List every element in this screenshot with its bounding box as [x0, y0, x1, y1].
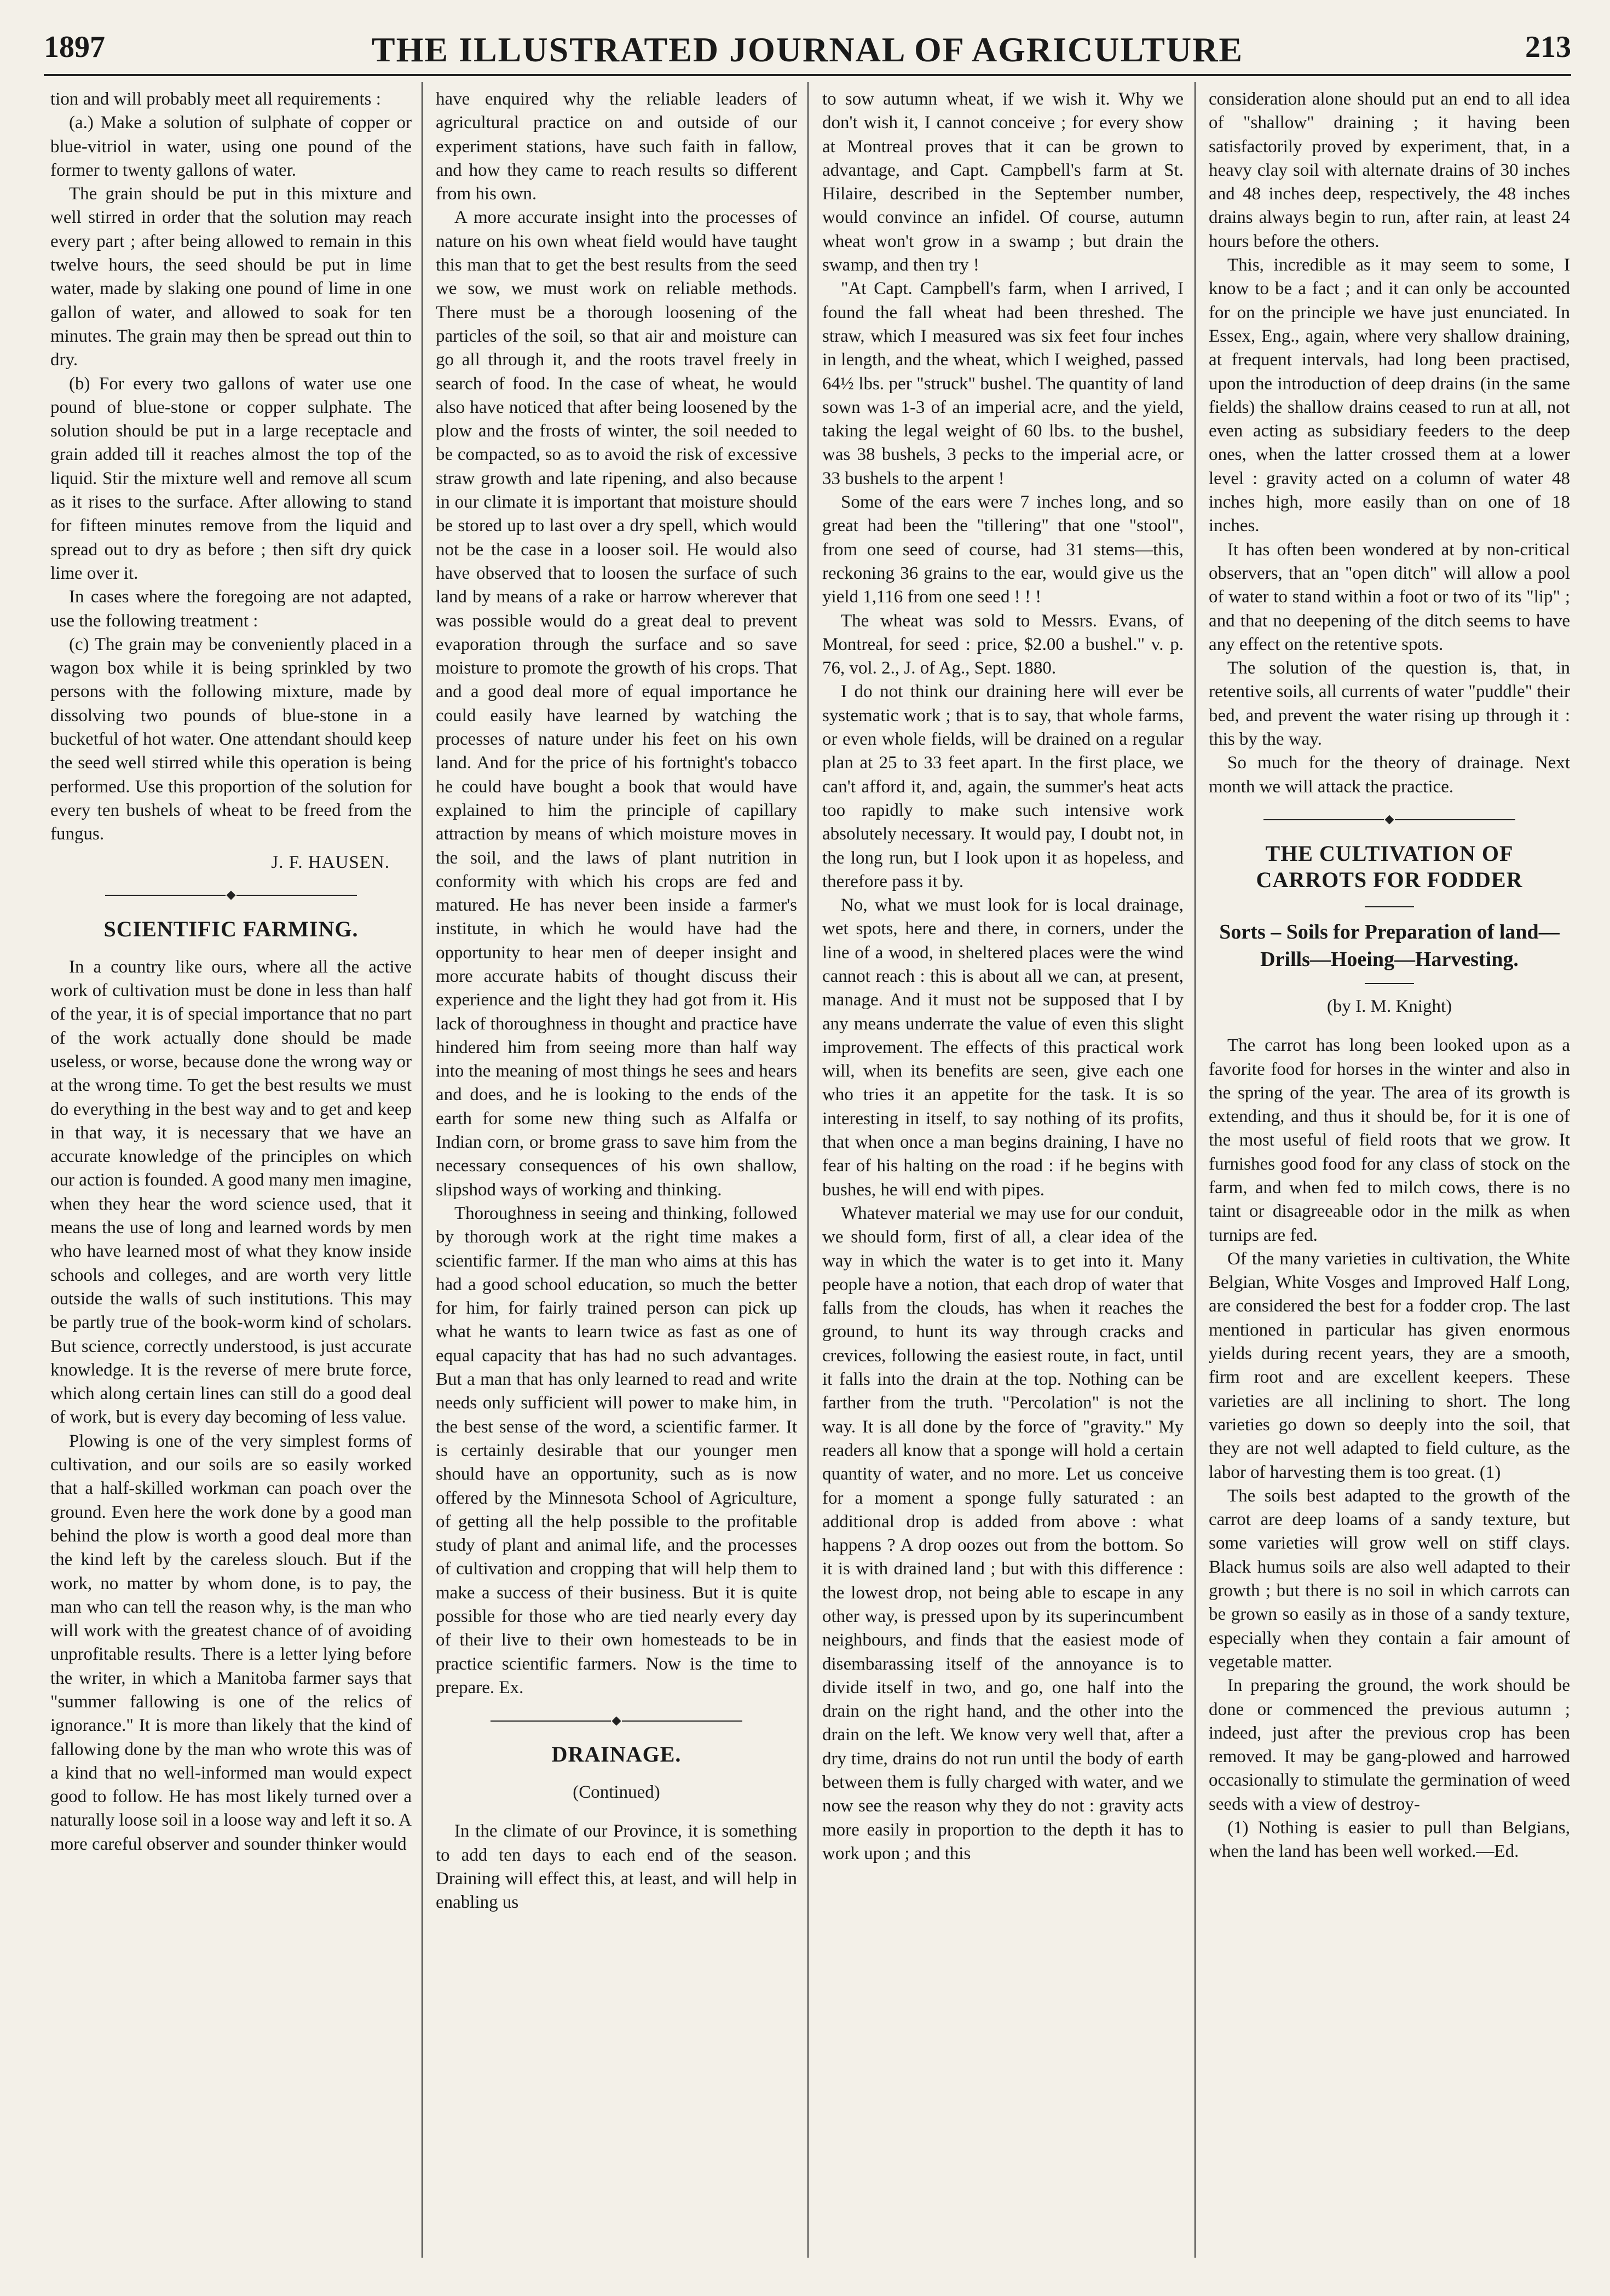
paragraph: Of the many varieties in cultivation, the White Belgian, White Vosges and Improved Half Long, are considered the best for a fodder crop. The last mentioned in particular has given enormous yields during recent years, they are a smooth, firm root and are excellent keepers. These varieties are all inclining to short. The long varieties go down so deeply into the soil, that they are not well adapted to field culture, as the labor of harvesting them is too great. (1)	[1209, 1248, 1570, 1482]
article-heading: THE CULTIVATION OF CARROTS FOR FODDER	[1256, 841, 1523, 892]
section-divider	[436, 1714, 797, 1725]
divider	[1365, 906, 1414, 907]
paragraph: tion and will probably meet all requirements :	[50, 89, 381, 109]
column-3	[822, 88, 1184, 2258]
paragraph: The grain should be put in this mixture and well stirred in order that the solution may reach every part ; after being allowed to remain in this twelve hours, the seed should be put in lime water, made by slaking one pound of lime in one gallon of water, and allowed to soak for ten minutes. The grain may then be spread out thin to dry.	[50, 184, 412, 370]
paragraph: have enquired why the reliable leaders of agricultural practice on and outside of our experiment stations, have such faith in fallow, and how they came to reach results so different from his own.	[436, 89, 797, 204]
paragraph: The solution of the question is, that, in retentive soils, all currents of water "puddle" their bed, and prevent the water rising up through it : this by the way.	[1209, 658, 1570, 750]
author-signature: J. F. HAUSEN.	[271, 852, 390, 872]
paragraph: consideration alone should put an end to all idea of "shallow" draining ; it having been satisfactorily proved by experiment, that, in a heavy clay soil with alternate drains of 30 inches and 48 inches deep, respectively, the 48 inches drains always begin to run, after rain, at least 24 hours before the others.	[1209, 89, 1570, 251]
paragraph: So much for the theory of drainage. Next month we will attack the practice.	[1209, 753, 1570, 797]
byline: (by I. M. Knight)	[1326, 996, 1452, 1016]
page-header	[44, 22, 1571, 76]
paragraph: The soils best adapted to the growth of the carrot are deep loams of a sandy texture, but some varieties will grow well on stiff clays. Black humus soils are also well adapted to their growth ; but there is no soil in which carrots can be grown so easily as in those of a sandy texture, especially when they contain a fair amount of vegetable matter.	[1209, 1486, 1570, 1672]
paragraph: Plowing is one of the very simplest forms of cultivation, and our soils are so easily worked that a half-skilled workman can poach over the ground. Even here the work done by a good man behind the plow is worth a good deal more than the kind left by the careless slouch. But if the work, no matter by whom done, is to pay, the man who can tell the reason why, is the man who will work with the greatest chance of of avoiding unprofitable results. There is a letter lying before the writer, in which a Manitoba farmer says that "summer fallowing is one of the relics of ignorance." It is more than likely that the kind of fallowing done by the man who wrote this was of a kind that no well-informed man would expect good to follow. He has most likely turned over a naturally loose soil in a loose way and left it so. A more careful observer and sounder thinker would	[50, 1431, 412, 1854]
paragraph: Whatever material we may use for our conduit, we should form, first of all, a clear idea of the way in which the water is to get into it. Many people have a notion, that each drop of water that falls from the clouds, has when it reaches the ground, to hunt its way through cracks and crevices, following the easiest route, in fact, until it falls into the drain at the top. Nothing can be farther from the truth. "Percolation" is not the way. It is all done by the force of "gravity." My readers all know that a sponge will hold a certain quantity of water, and no more. Let us conceive for a moment a sponge fully saturated : an additional drop is added from above : what happens ? A drop oozes out from the bottom. So it is with drained land ; but with this difference : the lowest drop, not being able to escape in any other way, is pressed upon by its superincumbent neighbours, and finds that the easiest mode of disembarassing itself of the annoyance is to divide itself in two, and go, one half into the drain on the right hand, and the other into the drain on the left. We know very well that, after a dry time, drains do not run until the body of earth between them is fully charged with water, and we now see the reason why they do not : gravity acts more easily in proportion to the depth it has to work upon ; and this	[822, 1203, 1184, 1863]
column-4	[1209, 88, 1570, 2258]
continued-note: (Continued)	[573, 1782, 660, 1803]
paragraph: In cases where the foregoing are not adapted, use the following treatment :	[50, 587, 412, 631]
column-1	[50, 88, 412, 2258]
article-subheading: Sorts – Soils for Preparation of land— Drills—Hoeing—Harvesting.	[1219, 920, 1560, 971]
paragraph: (b) For every two gallons of water use one pound of blue-stone or copper sulphate. The solution should be put in a large receptacle and grain added till it reaches almost the top of the liquid. Stir the mixture well and remove all scum as it rises to the surface. After allowing to stand for fifteen minutes remove from the liquid and spread out to dry as before ; then sift dry quick lime over it.	[50, 373, 412, 583]
column-rule	[807, 82, 809, 2258]
paragraph: A more accurate insight into the processes of nature on his own wheat field would have taught this man that to get the best results from the seed we sow, we must work on reliable methods. There must be a thorough loosening of the particles of the soil, so that air and moisture can go all through it, and the roots travel freely in search of food. In the case of wheat, he would also have noticed that after being loosened by the plow and the frosts of winter, the soil needed to be compacted, so as to avoid the risk of excessive straw growth and late ripening, and also because in our climate it is important that moisture should be stored up to last over a dry spell, which would not be the case in a looser soil. He would also have observed that to loosen the surface of such land by means of a rake or harrow wherever that was possible would do a great deal to prevent evaporation through the surface and so save moisture to promote the growth of his crops. That and a good deal more of equal importance he could easily have learned by watching the processes of nature under his feet on his own land. And for the price of his fortnight's tobacco he could have bought a book that would have explained to him the principle of capillary attraction by means of which moisture moves in the soil, and the laws of plant nutrition in conformity with which his crops are fed and matured. He has never been inside a farmer's institute, in which he would have had the opportunity to hear men of deeper insight and more accurate habits of thought discuss their experience and the light they had got from it. His lack of thoroughness in thought and practice have hindered him from seeing more than half way into the meaning of most things he sees and hears and does, and he is looking to the ends of the earth for some new thing such as Alfalfa or Indian corn, or brome grass to save him from the necessary consequences of his own shallow, slipshod ways of working and thinking.	[436, 208, 797, 1200]
section-divider	[1209, 813, 1570, 824]
paragraph: Some of the ears were 7 inches long, and so great had been the "tillering" that one "stool", from one seed of course, had 31 stems—this, reckoning 36 grains to the ear, would give us the yield 1,116 from one seed ! ! !	[822, 492, 1184, 607]
paragraph: No, what we must look for is local drainage, wet spots, here and there, in corners, under the line of a wood, in sheltered places were the wind cannot reach : this is about all we can, at present, manage. And it must not be supposed that I by any means underrate the value of even this slight improvement. The effects of this practical work will, when its benefits are seen, give each one who tries it an appetite for the task. It is so interesting in itself, to say nothing of its profits, that when once a man begins draining, I have no fear of his halting on the road : if he begins with bushes, he will end with pipes.	[822, 895, 1184, 1200]
article-heading: DRAINAGE.	[551, 1742, 682, 1767]
journal-title: THE ILLUSTRATED JOURNAL OF AGRICULTURE	[371, 30, 1244, 69]
paragraph: In the climate of our Province, it is something to add ten days to each end of the season. Draining will effect this, at least, and will help in enabling us	[436, 1821, 797, 1913]
paragraph: to sow autumn wheat, if we wish it. Why we don't wish it, I cannot conceive ; for every show at Montreal proves that it can be grown to advantage, and Capt. Campbell's farm at St. Hilaire, described in the September number, would convince an infidel. Of course, autumn wheat won't grow in a swamp ; but drain the swamp, and then try !	[822, 89, 1184, 275]
paragraph: The wheat was sold to Messrs. Evans, of Montreal, for seed : price, $2.00 a bushel." v. p. 76, vol. 2., J. of Ag., Sept. 1880.	[822, 611, 1184, 678]
paragraph: "At Capt. Campbell's farm, when I arrived, I found the fall wheat had been threshed. The straw, which I measured was six feet four inches in length, and the wheat, which I weighed, passed 64½ lbs. per "struck" bushel. The quantity of land sown was 1-3 of an imperial acre, and the yield, taking the legal weight of 60 lbs. to the bushel, was 38 bushels, 3 pecks to the imperial acre, or 33 bushels to the arpent !	[822, 279, 1184, 488]
paragraph: In a country like ours, where all the active work of cultivation must be done in less than half of the year, it is of special importance that no part of the work actually done should be made useless, or worse, because done the wrong way or at the wrong time. To get the best results we must do everything in the best way and to get and keep in that way, it is necessary that we have an accurate knowledge of the principles on which our action is founded. A good many men imagine, when they hear the word science used, that it means the use of long and learned words by men who have learned most of what they know inside schools and colleges, and are worth very little outside the walls of such institutions. This may be partly true of the book-worm kind of scholars. But science, correctly understood, is just accurate knowledge. It is the reverse of mere brute force, which along certain lines can still do a good deal of work, but is every day becoming of less value.	[50, 957, 412, 1428]
paragraph: In preparing the ground, the work should be done or commenced the previous autumn ; indeed, just after the previous crop has been removed. It may be gang-plowed and harrowed occasionally to stimulate the germination of weed seeds with a view of destroy-	[1209, 1676, 1570, 1814]
paragraph: It has often been wondered at by non-critical observers, that an "open ditch" will allow a pool of water to stand within a foot or two of its "lip" ; and that no deepening of the ditch seems to have any effect on the retentive spots.	[1209, 539, 1570, 654]
section-divider	[50, 889, 412, 900]
paragraph: I do not think our draining here will ever be systematic work ; that is to say, that whole farms, or even whole fields, will be drained on a regular plan at 25 to 33 feet apart. In the first place, we can't afford it, and, again, the summer's heat acts too rapidly to make such intensive work absolutely necessary. It would pay, I doubt not, in the long run, but I look upon it as hopeless, and therefore pass it by.	[822, 682, 1184, 891]
footnote: (1) Nothing is easier to pull than Belgians, when the land has been well worked.—Ed.	[1209, 1818, 1570, 1862]
column-rule	[422, 82, 423, 2258]
article-heading: SCIENTIFIC FARMING.	[103, 916, 359, 941]
paragraph: Thoroughness in seeing and thinking, followed by thorough work at the right time makes a scientific farmer. If the man who aims at this has had a good school education, so much the better for him, for fairly trained person can pick up what he wants to learn twice as fast as one of equal capacity that has had no such advantages. But a man that has only learned to read and write needs only sufficient will power to make him, in the best sense of the word, a scientific farmer. It is certainly desirable that our younger men should have an opportunity, such as is now offered by the Minnesota School of Agriculture, of getting all the help possible to the profitable study of plant and animal life, and the processes of cultivation and cropping that will help them to make a success of their business. But it is quite possible for those who are tied nearly every day of their live to their own homesteads to be in practice scientific farmers. Now is the time to prepare. Ex.	[436, 1203, 797, 1697]
page-number: 213	[1525, 30, 1571, 64]
paragraph: (c) The grain may be conveniently placed in a wagon box while it is being sprinkled by two persons with the following mixture, made by dissolving two pounds of blue-stone in a bucketful of hot water. One attendant should keep the seed well stirred while this operation is being performed. Use this proportion of the solution for every ten bushels of wheat to be freed from the fungus.	[50, 634, 412, 844]
header-year: 1897	[44, 30, 105, 64]
column-2	[436, 88, 797, 2258]
paragraph: The carrot has long been looked upon as a favorite food for horses in the winter and also in the spring of the year. The area of its growth is extending, and thus it should be, for it is one of the most useful of field roots that we grow. It furnishes good food for any class of stock on the farm, and when fed to milch cows, there is no taint or disagreeable odor in the milk as when turnips are fed.	[1209, 1035, 1570, 1245]
paragraph: This, incredible as it may seem to some, I know to be a fact ; and it can only be accounted for on the principle we have just enunciated. In Essex, Eng., again, where very shallow draining, at frequent intervals, had long been practised, upon the introduction of deep drains (in the same fields) the shallow drains ceased to run at all, not even acting as subsidiary feeders to the deep ones, when the latter crossed them at a lower level : gravity acted on a column of water 48 inches high, more easily than on one of 18 inches.	[1209, 255, 1570, 536]
paragraph: (a.) Make a solution of sulphate of copper or blue-vitriol in water, using one pound of the former to twenty gallons of water.	[50, 113, 412, 180]
column-rule	[1194, 82, 1196, 2258]
divider	[1365, 983, 1414, 984]
